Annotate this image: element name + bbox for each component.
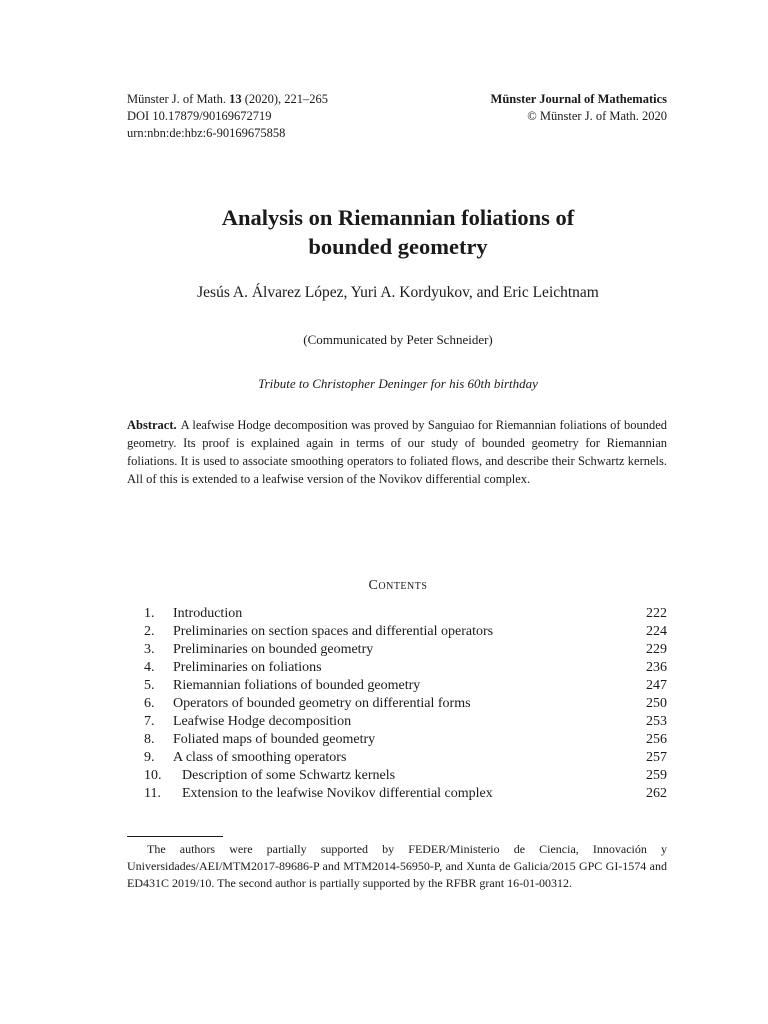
toc-title: A class of smoothing operators bbox=[173, 750, 347, 765]
title-line-1: Analysis on Riemannian foliations of bbox=[221, 205, 575, 230]
toc-entry[interactable] bbox=[144, 677, 667, 695]
volume-number: 13 bbox=[229, 92, 242, 106]
abstract-text: A leafwise Hodge decomposition was proved by Sanguiao for Riemannian foliations of bounded geometry. Its proof is explained again in terms of our study of bounded geometry for Riemannian foliations. It is used to associate smoothing operators to foliated flows, and describe their Schwartz kernels. All of this is extended to a leafwise version of the Novikov differential complex. bbox=[127, 418, 667, 486]
urn: urn:nbn:de:hbz:6-90169675858 bbox=[127, 126, 286, 140]
copyright: © Münster J. of Math. 2020 bbox=[527, 109, 667, 123]
table-of-contents bbox=[144, 605, 667, 803]
abstract-label: Abstract. bbox=[127, 418, 177, 432]
toc-page-number: 224 bbox=[646, 624, 667, 639]
toc-title: Leafwise Hodge decomposition bbox=[173, 714, 352, 729]
toc-number: 3. bbox=[144, 642, 155, 657]
toc-title: Introduction bbox=[173, 606, 243, 621]
toc-entry[interactable] bbox=[144, 713, 667, 731]
toc-title: Riemannian foliations of bounded geometry bbox=[173, 678, 421, 693]
toc-page-number: 256 bbox=[646, 732, 667, 747]
toc-entry[interactable] bbox=[144, 785, 667, 803]
citation-line bbox=[127, 91, 328, 108]
year-pages: (2020), 221–265 bbox=[241, 92, 329, 106]
toc-entry[interactable] bbox=[144, 659, 667, 677]
toc-title: Preliminaries on bounded geometry bbox=[173, 642, 374, 657]
toc-title: Preliminaries on section spaces and differential operators bbox=[173, 624, 494, 639]
toc-number: 10. bbox=[144, 768, 162, 783]
header-left bbox=[127, 91, 328, 142]
toc-number: 8. bbox=[144, 732, 155, 747]
toc-number: 11. bbox=[144, 786, 161, 801]
toc-page-number: 229 bbox=[646, 642, 667, 657]
toc-number: 2. bbox=[144, 624, 155, 639]
header-right bbox=[491, 91, 667, 125]
toc-page-number: 257 bbox=[646, 750, 667, 765]
toc-page-number: 259 bbox=[646, 768, 667, 783]
toc-entry[interactable] bbox=[144, 749, 667, 767]
footnote-rule bbox=[127, 836, 223, 837]
toc-title: Foliated maps of bounded geometry bbox=[173, 732, 376, 747]
toc-page-number: 247 bbox=[646, 678, 667, 693]
toc-page-number: 253 bbox=[646, 714, 667, 729]
toc-page-number: 262 bbox=[646, 786, 667, 801]
toc-number: 1. bbox=[144, 606, 155, 621]
toc-entry[interactable] bbox=[144, 605, 667, 623]
title-line-2: bounded geometry bbox=[308, 234, 488, 259]
toc-number: 6. bbox=[144, 696, 155, 711]
journal-abbrev: Münster J. of Math. bbox=[127, 92, 230, 106]
toc-number: 4. bbox=[144, 660, 155, 675]
paper-title bbox=[0, 203, 768, 261]
toc-page-number: 222 bbox=[646, 606, 667, 621]
communicated-by: (Communicated by Peter Schneider) bbox=[303, 332, 493, 347]
toc-title: Description of some Schwartz kernels bbox=[182, 768, 396, 783]
authors: Jesús A. Álvarez López, Yuri A. Kordyukov, and Eric Leichtnam bbox=[197, 284, 599, 301]
toc-title: Extension to the leafwise Novikov differential complex bbox=[182, 786, 493, 801]
toc-entry[interactable] bbox=[144, 767, 667, 785]
toc-number: 7. bbox=[144, 714, 155, 729]
contents-heading: Contents bbox=[368, 578, 428, 593]
abstract bbox=[127, 416, 667, 488]
toc-title: Preliminaries on foliations bbox=[173, 660, 322, 675]
toc-entry[interactable] bbox=[144, 695, 667, 713]
toc-page-number: 250 bbox=[646, 696, 667, 711]
toc-page-number: 236 bbox=[646, 660, 667, 675]
toc-entry[interactable] bbox=[144, 641, 667, 659]
toc-title: Operators of bounded geometry on differential forms bbox=[173, 696, 471, 711]
footnote: The authors were partially supported by FEDER/Ministerio de Ciencia, Innovación y Universidades/AEI/MTM2017-89686-P and MTM2014-56950-P, and Xunta de Galicia/2015 GPC GI-1574 and ED431C 2019/10. The second author is partially supported by the RFBR grant 16-01-00312. bbox=[127, 842, 667, 890]
toc-entry[interactable] bbox=[144, 731, 667, 749]
journal-name: Münster Journal of Mathematics bbox=[490, 92, 667, 106]
toc-number: 9. bbox=[144, 750, 155, 765]
toc-number: 5. bbox=[144, 678, 155, 693]
toc-entry[interactable] bbox=[144, 623, 667, 641]
tribute: Tribute to Christopher Deninger for his 60th birthday bbox=[258, 376, 538, 391]
doi[interactable]: DOI 10.17879/90169672719 bbox=[127, 109, 272, 123]
